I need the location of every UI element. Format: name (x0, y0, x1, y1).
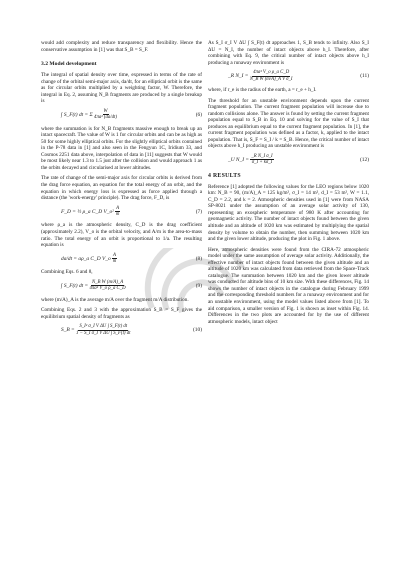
equation-fraction (94, 109, 117, 121)
fraction-numerator: 4πa³ V_o ρ_a C_D (253, 70, 290, 76)
equation-lhs: ∫ S_F(t) dt = Σ (61, 111, 93, 118)
equation-lhs: _U N_I = (228, 157, 250, 164)
fraction-numerator: N_B W (m/A)_A (91, 280, 124, 286)
section-heading: 4 RESULTS (208, 172, 241, 179)
fraction-denominator: m (115, 212, 120, 218)
fraction-numerator: A (113, 252, 116, 258)
paragraph: where (m/A)_A is the average m/A over the fragment m/A distribution. (41, 296, 189, 303)
equation-lhs: _R N_I = (228, 73, 249, 80)
equation-fraction (250, 70, 293, 82)
equation-number: (7) (195, 208, 202, 215)
equation-10 (41, 324, 202, 336)
equation-11 (208, 70, 369, 82)
paragraph: would add complexity and reduce transparency and flexibility. Hence the conservative assumption in [1] was that S_B = S_F. (41, 40, 202, 53)
fraction-denominator: m (112, 259, 117, 265)
paragraph: where the summation is for N_B fragments massive enough to break up an intact spacecraft. The value of W is 1 for circular orbits and can be as high as 50 for some highly elliptical orbits. For the slightly elliptical orbits contained in the P-78 data in [1] and also seen in the Fengyun 1C, Iridium 33, and Cosmos 2251 data above, interpolation of data in [11] suggests that W would be most likely near 1.3 to 1.5 just after the collision and would approach 1 as the orbits decayed and circularised at lower altitudes. (41, 125, 202, 171)
paragraph: The threshold for an unstable environment depends upon the current fragment population. The current fragment population will increase due to random collisions alone. The answer is found by setting the current fragment population equal to S_B in Eq. 10 and solving for the value of S_I that produces an equilibrium equal to the current fragment population. In [1], the current fragment population was defined as a factor, k, applied to the intact population. That is, S_F = S_I / k = S_B. Hence, the critical number of intact objects above h_I producing an unstable environment is (208, 97, 369, 150)
watermark-rings-icon (148, 248, 242, 312)
paragraph: As S_I σ_I V ΔU ∫ S_F(t) dt approaches 1, S_B tends to infinity. Also S_I ΔU = N_I, the number of intact objects above h_I. Therefore, after combining with Eq. 9, the critical number of intact objects above h_I producing a runaway environment is (208, 40, 369, 66)
equation-6 (41, 109, 202, 121)
equation-number: (8) (195, 255, 202, 262)
equation-lhs: da/dt = aρ_a C_D V_o (61, 255, 111, 262)
equation-lhs: ∫ S_F(t) dt = (61, 283, 89, 290)
fraction-denominator: N_B W (m/A)_A V σ_I (249, 76, 293, 82)
equation-fraction (76, 324, 130, 336)
section-heading: 3.2 Model development (41, 61, 97, 68)
equation-lhs: F_D = ½ ρ_a C_D V_o² (61, 208, 114, 215)
fraction-numerator: W (103, 108, 108, 114)
equation-number: (11) (360, 73, 369, 80)
equation-12 (208, 154, 369, 166)
equation-fraction (89, 280, 125, 292)
watermark-logo (132, 248, 272, 318)
fraction-denominator: 1 − S_I σ_I V ΔU ∫ S_F(t) dt (76, 330, 131, 336)
paragraph: The rate of change of the semi-major axis for circular orbits is derived from the drag force equation, an equation for the total energy of an orbit, and the equation in which energy loss is expressed as force applied through a distance (the 'work-energy' principle). The drag force, F_D, is (41, 175, 202, 202)
equation-fraction (250, 154, 273, 166)
fraction-numerator: S_I² σ_I V ΔU ∫ S_F(t) dt (79, 324, 128, 330)
paragraph: where, if r_e is the radius of the earth, a = r_e + h_I. (208, 87, 317, 93)
paragraph: Combining Eqs. 6 and 8, (41, 269, 93, 276)
fraction-numerator: _R N_I σ_I (251, 153, 273, 159)
paragraph: Combining Eqs. 2 and 3 with the approximation S_B = S_F gives the equilibrium spatial density of fragments as (41, 307, 202, 320)
equation-number: (10) (193, 327, 202, 334)
equation-number: (12) (360, 156, 369, 163)
fraction-denominator: 4πa³ V_o ρ_a C_D (89, 286, 126, 292)
paragraph: Here, atmospheric densities were found from the CIRA-72 atmospheric model under the same assumption of average solar activity. Additionally, the effective number of intact objects found between the given altitude and an altitude of 1020 km was calculated from data retrieved from the Space-Track catalogue. The summation between 1020 km and the given lower altitude was conducted for altitude bins of 10 km size. With these differences, Fig. 14 shows the number of intact objects in the catalogue during February 1999 and the corresponding threshold numbers for a runaway environment and for an unstable environment, using the model values listed above from [1]. To aid comparison, a smaller version of Fig. 1 is shown as inset within Fig. 14. Differences in the two plots are accounted for by the use of different atmospheric models, intact object (208, 246, 369, 325)
equation-7 (41, 206, 202, 218)
paragraph: Reference [1] adopted the following values for the LEO regions below 1020 km: N_B = 90, (m/A)_A = 125 kg/m², σ_I = 14 m², d_I = 53 m², W = 1.1, C_D = 2.2, and k = 2. Atmospheric densities used in [1] were from NASA SP-8021 under the assumption of an average solar activity of 130, representing an exospheric temperature of 980 K after accounting for geomagnetic activity. The number of intact objects found between the given altitude and an altitude of 1020 km was estimated by multiplying the spatial density by volume to obtain the number, then summing between 1020 km and the given lower altitude, producing the plot in Fig. 1 above. (208, 183, 369, 243)
fraction-denominator: 4πa² (da/dt) (94, 115, 117, 121)
equation-fraction (112, 253, 117, 265)
equation-lhs: S_B = (61, 327, 75, 334)
equation-number: (9) (195, 282, 202, 289)
paragraph: where ρ_a is the atmospheric density, C_D is the drag coefficient (approximately 2.2), V_o is the orbital velocity, and A/m is the area-to-mass ratio. The total energy of an orbit is proportional to 1/a. The resulting equation is (41, 222, 202, 249)
equation-fraction (115, 206, 120, 218)
paragraph: The integral of spatial density over time, expressed in terms of the rate of change of the orbital semi-major axis, da/dt, for an elliptical orbit is the same as for circular orbits multiplied by a weighting factor, W. Therefore, the integral in Eq. 2, assuming N_B fragments are produced by a single breakup is (41, 72, 202, 105)
fraction-numerator: A (116, 205, 120, 211)
equation-number: (6) (195, 111, 202, 118)
fraction-denominator: σ_I + kσ_I (251, 160, 273, 166)
